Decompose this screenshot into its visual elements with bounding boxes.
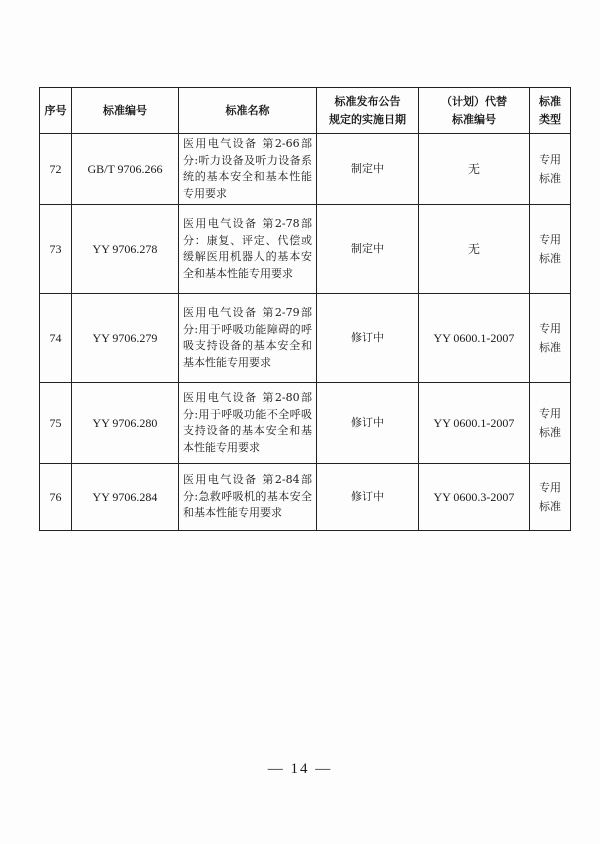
cell-type: 专用 标准 <box>530 205 571 294</box>
cell-date: 修订中 <box>317 464 419 531</box>
table-header-row <box>40 88 571 134</box>
cell-code: YY 9706.284 <box>72 464 179 531</box>
cell-seq: 73 <box>40 205 72 294</box>
cell-seq: 72 <box>40 134 72 205</box>
cell-code: YY 9706.278 <box>72 205 179 294</box>
cell-replace: YY 0600.1-2007 <box>419 294 530 383</box>
table-row <box>40 205 571 294</box>
cell-type: 专用 标准 <box>530 294 571 383</box>
cell-replace: 无 <box>419 205 530 294</box>
cell-replace: 无 <box>419 134 530 205</box>
cell-seq: 76 <box>40 464 72 531</box>
standards-table <box>39 87 571 531</box>
cell-seq: 74 <box>40 294 72 383</box>
cell-date: 制定中 <box>317 134 419 205</box>
header-date: 标准发布公告 规定的实施日期 <box>317 88 419 134</box>
cell-replace: YY 0600.1-2007 <box>419 383 530 464</box>
cell-date: 修订中 <box>317 294 419 383</box>
cell-name: 医用电气设备 第2-84部分:急救呼吸机的基本安全和基本性能专用要求 <box>179 464 317 531</box>
table-row <box>40 134 571 205</box>
cell-name: 医用电气设备 第2-66部分:听力设备及听力设备系统的基本安全和基本性能专用要求 <box>179 134 317 205</box>
header-name: 标准名称 <box>179 88 317 134</box>
header-type: 标准 类型 <box>530 88 571 134</box>
header-code: 标准编号 <box>72 88 179 134</box>
cell-replace: YY 0600.3-2007 <box>419 464 530 531</box>
table-row <box>40 464 571 531</box>
page-number: — 14 — <box>267 761 333 777</box>
header-seq: 序号 <box>40 88 72 134</box>
cell-name: 医用电气设备 第2-78部分：康复、评定、代偿或缓解医用机器人的基本安全和基本性能专用要求 <box>179 205 317 294</box>
cell-code: YY 9706.280 <box>72 383 179 464</box>
cell-code: YY 9706.279 <box>72 294 179 383</box>
cell-name: 医用电气设备 第2-79部分:用于呼吸功能障碍的呼吸支持设备的基本安全和基本性能专用要求 <box>179 294 317 383</box>
cell-code: GB/T 9706.266 <box>72 134 179 205</box>
cell-name: 医用电气设备 第2-80部分:用于呼吸功能不全呼吸支持设备的基本安全和基本性能专用要求 <box>179 383 317 464</box>
cell-type: 专用 标准 <box>530 464 571 531</box>
table-row <box>40 383 571 464</box>
table-row <box>40 294 571 383</box>
cell-seq: 75 <box>40 383 72 464</box>
cell-type: 专用 标准 <box>530 134 571 205</box>
cell-date: 制定中 <box>317 205 419 294</box>
header-replace: （计划）代替 标准编号 <box>419 88 530 134</box>
cell-date: 修订中 <box>317 383 419 464</box>
cell-type: 专用 标准 <box>530 383 571 464</box>
